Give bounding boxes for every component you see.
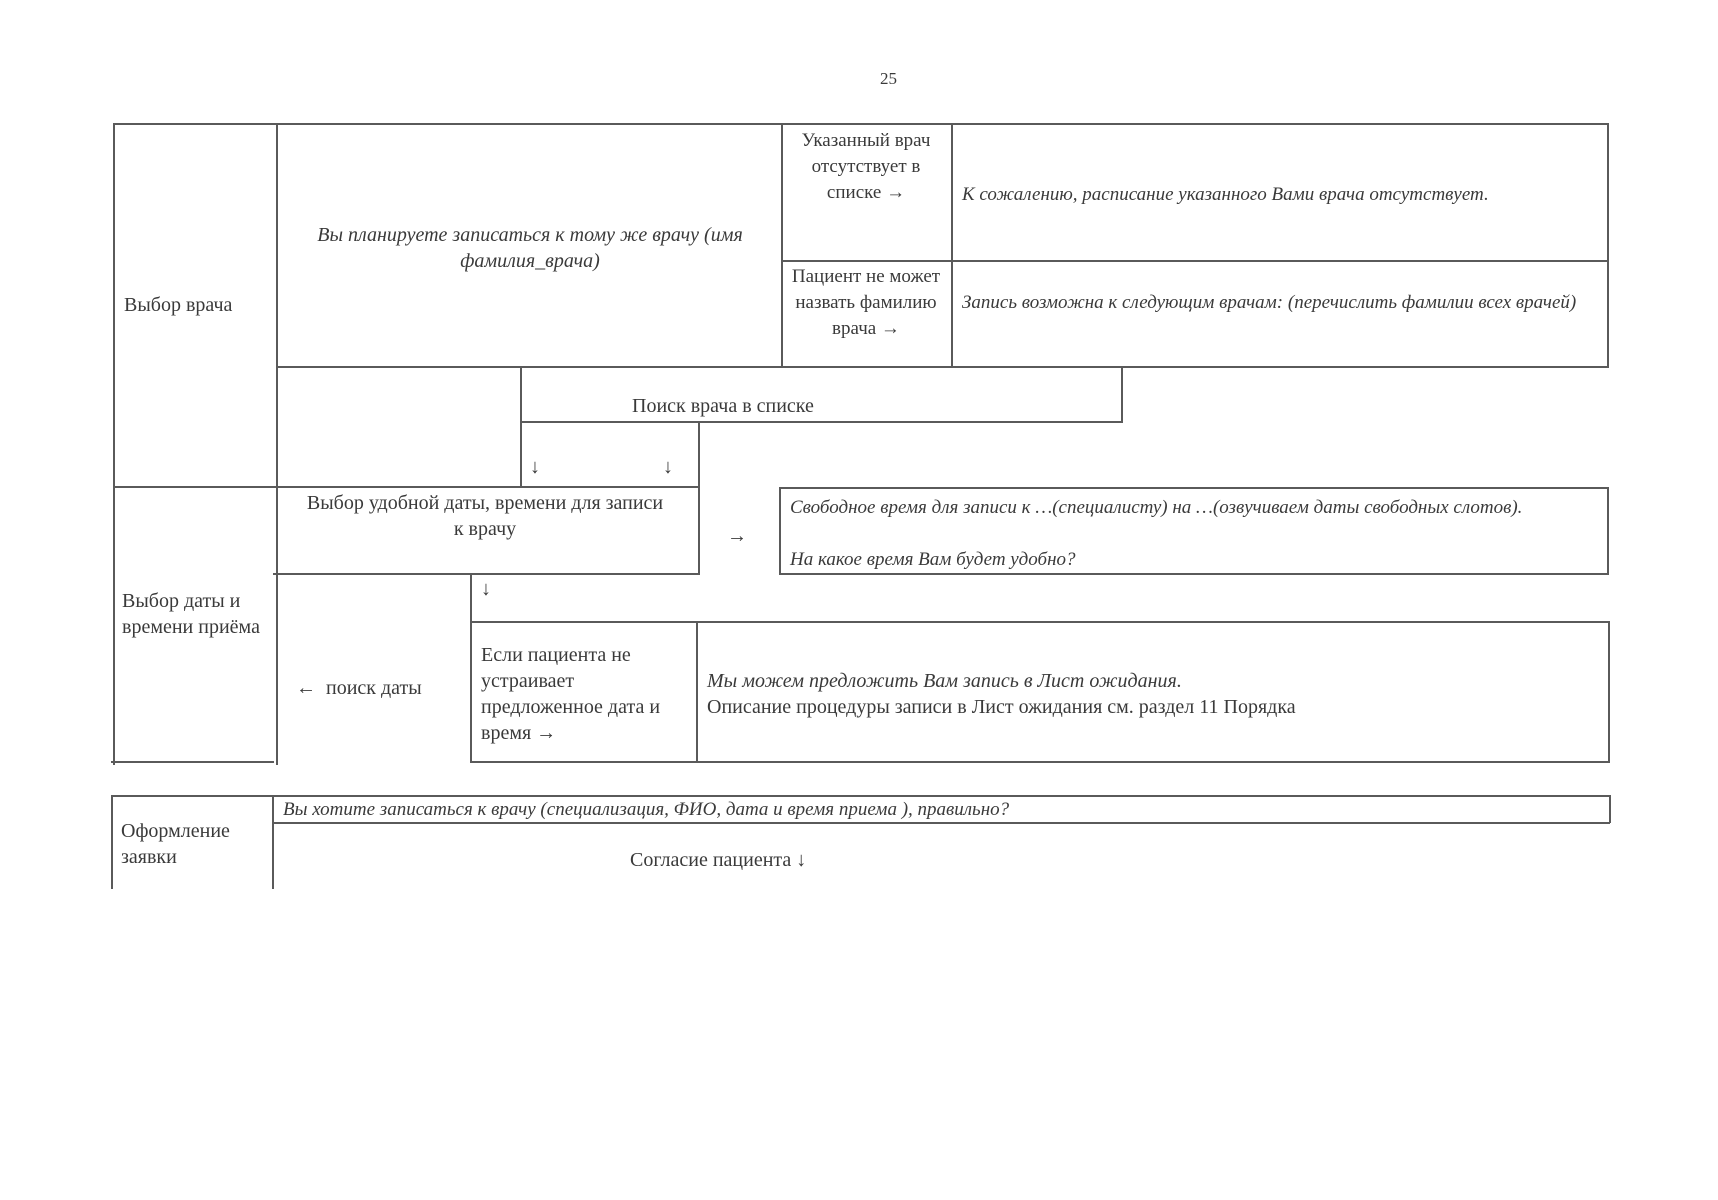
section-label-request: Оформление заявки xyxy=(121,820,230,868)
patient-consent: Согласие пациента ↓ xyxy=(630,849,807,871)
not-suit-box-right xyxy=(696,621,698,763)
date-search-label: ← поиск даты xyxy=(296,677,422,699)
free-time-box-bottom xyxy=(779,573,1608,575)
table1-right-border xyxy=(1607,123,1609,368)
choose-box-right xyxy=(698,421,700,575)
table2-label-border xyxy=(272,795,274,889)
label-column-border xyxy=(276,123,278,765)
waitlist-offer: Мы можем предложить Вам запись в Лист ожидания. xyxy=(707,670,1182,692)
not-suit-box-left xyxy=(470,573,472,763)
section-divider xyxy=(113,486,699,488)
free-time-box-right xyxy=(1607,487,1609,575)
convenient-time-question: На какое время Вам будет удобно? xyxy=(790,549,1076,570)
table1-top-border xyxy=(113,123,1608,125)
waitlist-row-top xyxy=(470,621,1609,623)
question-same-doctor: Вы планируете записаться к тому же врачу (имя фамилия_врача) xyxy=(317,224,743,272)
free-time-box-top xyxy=(779,487,1608,489)
condition-name-unknown: Пациент не может назвать фамилию врача → xyxy=(791,266,941,339)
page-number: 25 xyxy=(880,69,897,88)
section-label-doctor: Выбор врача xyxy=(124,294,233,316)
arrow-right-icon: → xyxy=(727,525,747,547)
table2-left-border xyxy=(111,795,113,889)
condition-not-suitable: Если пациента не устраивает предложенное дата и время → xyxy=(481,644,661,744)
question-row-bottom xyxy=(276,366,1608,368)
search-box-left xyxy=(520,368,522,488)
waitlist-box-right xyxy=(1608,621,1610,763)
search-box-bottom xyxy=(520,421,1122,423)
waitlist-row-bottom xyxy=(470,761,1610,763)
table2-right-border xyxy=(1609,795,1611,823)
arrow-down-icon: ↓ xyxy=(663,456,673,478)
section-label-date: Выбор даты и времени приёма xyxy=(122,590,260,638)
arrow-down-icon: ↓ xyxy=(481,578,491,600)
choose-box-bottom xyxy=(273,573,699,575)
choose-date-time: Выбор удобной даты, времени для записи к врачу xyxy=(306,492,664,540)
case-divider xyxy=(781,260,1608,262)
reply-schedule-absent: К сожалению, расписание указанного Вами врача отсутствует. xyxy=(962,184,1489,205)
arrow-down-icon: ↓ xyxy=(530,456,540,478)
section-label-bottom xyxy=(111,761,274,763)
search-box-right xyxy=(1121,368,1123,423)
condition-column-left-border xyxy=(781,123,783,368)
condition-doctor-absent: Указанный врач отсутствует в списке → xyxy=(801,130,931,203)
free-time-slots: Свободное время для записи к …(специалисту) на …(озвучиваем даты свободных слотов). xyxy=(790,497,1523,518)
waitlist-reference: Описание процедуры записи в Лист ожидания см. раздел 11 Порядка xyxy=(707,696,1296,718)
reply-list-doctors: Запись возможна к следующим врачам: (перечислить фамилии всех врачей) xyxy=(962,292,1577,313)
search-doctor-label: Поиск врача в списке xyxy=(632,395,814,417)
table1-left-border xyxy=(113,123,115,765)
free-time-box-left xyxy=(779,487,781,575)
confirm-question: Вы хотите записаться к врачу (специализация, ФИО, дата и время приема ), правильно? xyxy=(283,799,1010,820)
condition-column-right-border xyxy=(951,123,953,368)
